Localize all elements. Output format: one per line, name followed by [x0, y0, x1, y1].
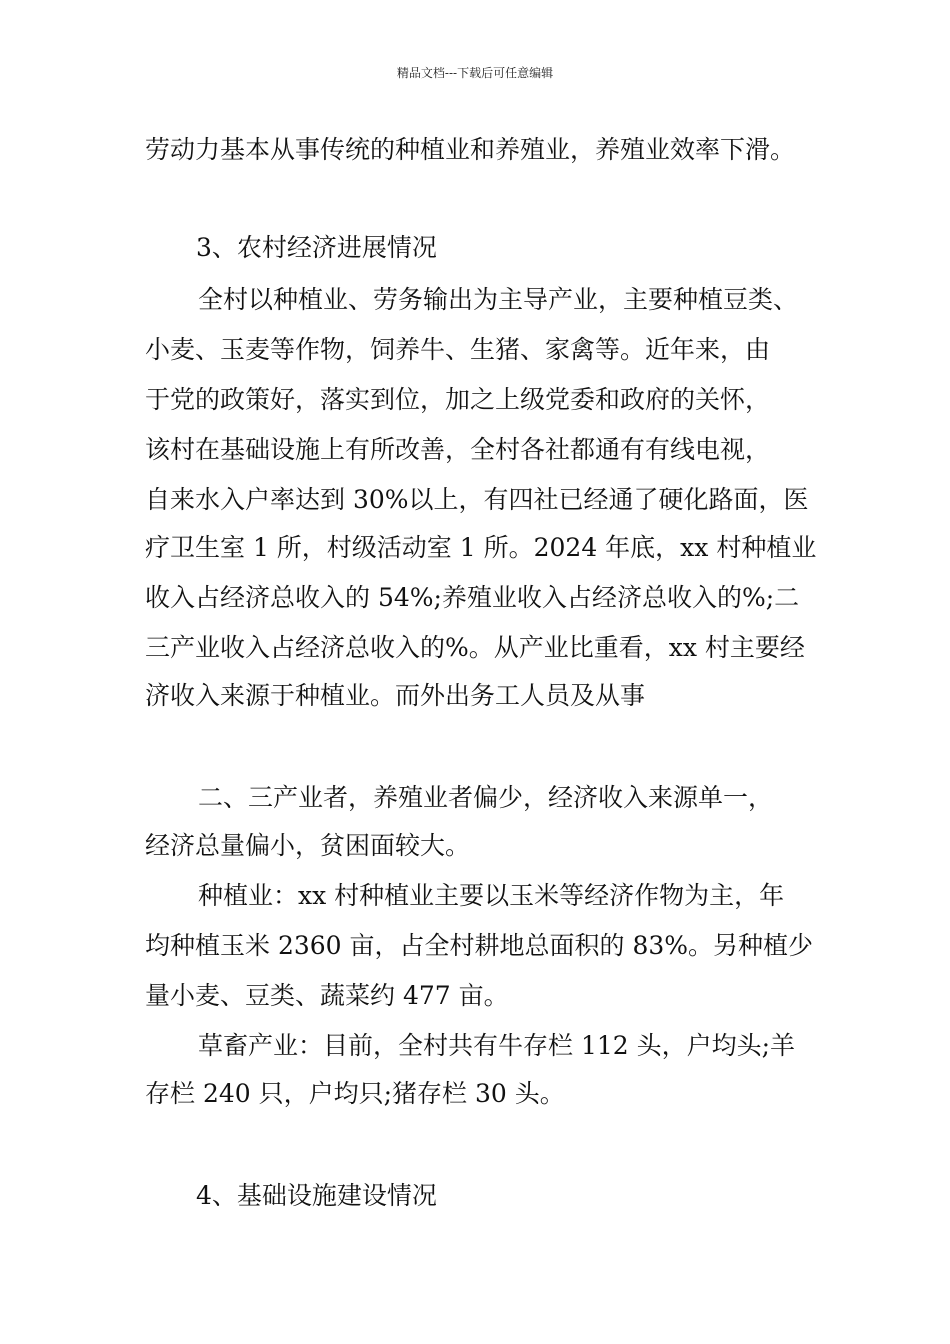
body-text-line: 存栏 240 只，户均只;猪存栏 30 头。	[145, 1079, 565, 1108]
section-heading: 3、农村经济进展情况	[196, 233, 437, 262]
body-text-line: 收入占经济总收入的 54%;养殖业收入占经济总收入的%;二	[145, 583, 800, 612]
body-text-line: 自来水入户率达到 30%以上，有四社已经通了硬化路面，医	[145, 485, 809, 514]
body-text-line: 于党的政策好，落实到位，加之上级党委和政府的关怀，	[145, 385, 771, 414]
body-text-line: 疗卫生室 1 所，村级活动室 1 所。2024 年底，xx 村种植业	[145, 533, 817, 562]
body-text-line: 均种植玉米 2360 亩，占全村耕地总面积的 83%。另种植少	[145, 931, 814, 960]
paragraph-first-line: 全村以种植业、劳务输出为主导产业，主要种植豆类、	[198, 285, 799, 314]
body-text-line: 经济总量偏小，贫困面较大。	[145, 831, 471, 860]
paragraph-first-line: 种植业：xx 村种植业主要以玉米等经济作物为主，年	[198, 881, 785, 910]
paragraph-first-line: 二、三产业者，养殖业者偏少，经济收入来源单一，	[198, 783, 774, 812]
paragraph-first-line: 草畜产业：目前，全村共有牛存栏 112 头，户均头;羊	[198, 1031, 796, 1060]
body-text-line: 劳动力基本从事传统的种植业和养殖业，养殖业效率下滑。	[145, 135, 796, 164]
body-text-line: 量小麦、豆类、蔬菜约 477 亩。	[145, 981, 509, 1010]
body-text-line: 该村在基础设施上有所改善，全村各社都通有有线电视，	[145, 435, 771, 464]
section-heading: 4、基础设施建设情况	[196, 1181, 437, 1210]
body-text-line: 三产业收入占经济总收入的%。从产业比重看，xx 村主要经	[145, 633, 805, 662]
page-header: 精品文档---下载后可任意编辑	[396, 66, 554, 80]
body-text-line: 济收入来源于种植业。而外出务工人员及从事	[145, 681, 646, 710]
body-text-line: 小麦、玉麦等作物，饲养牛、生猪、家禽等。近年来，由	[145, 335, 771, 364]
